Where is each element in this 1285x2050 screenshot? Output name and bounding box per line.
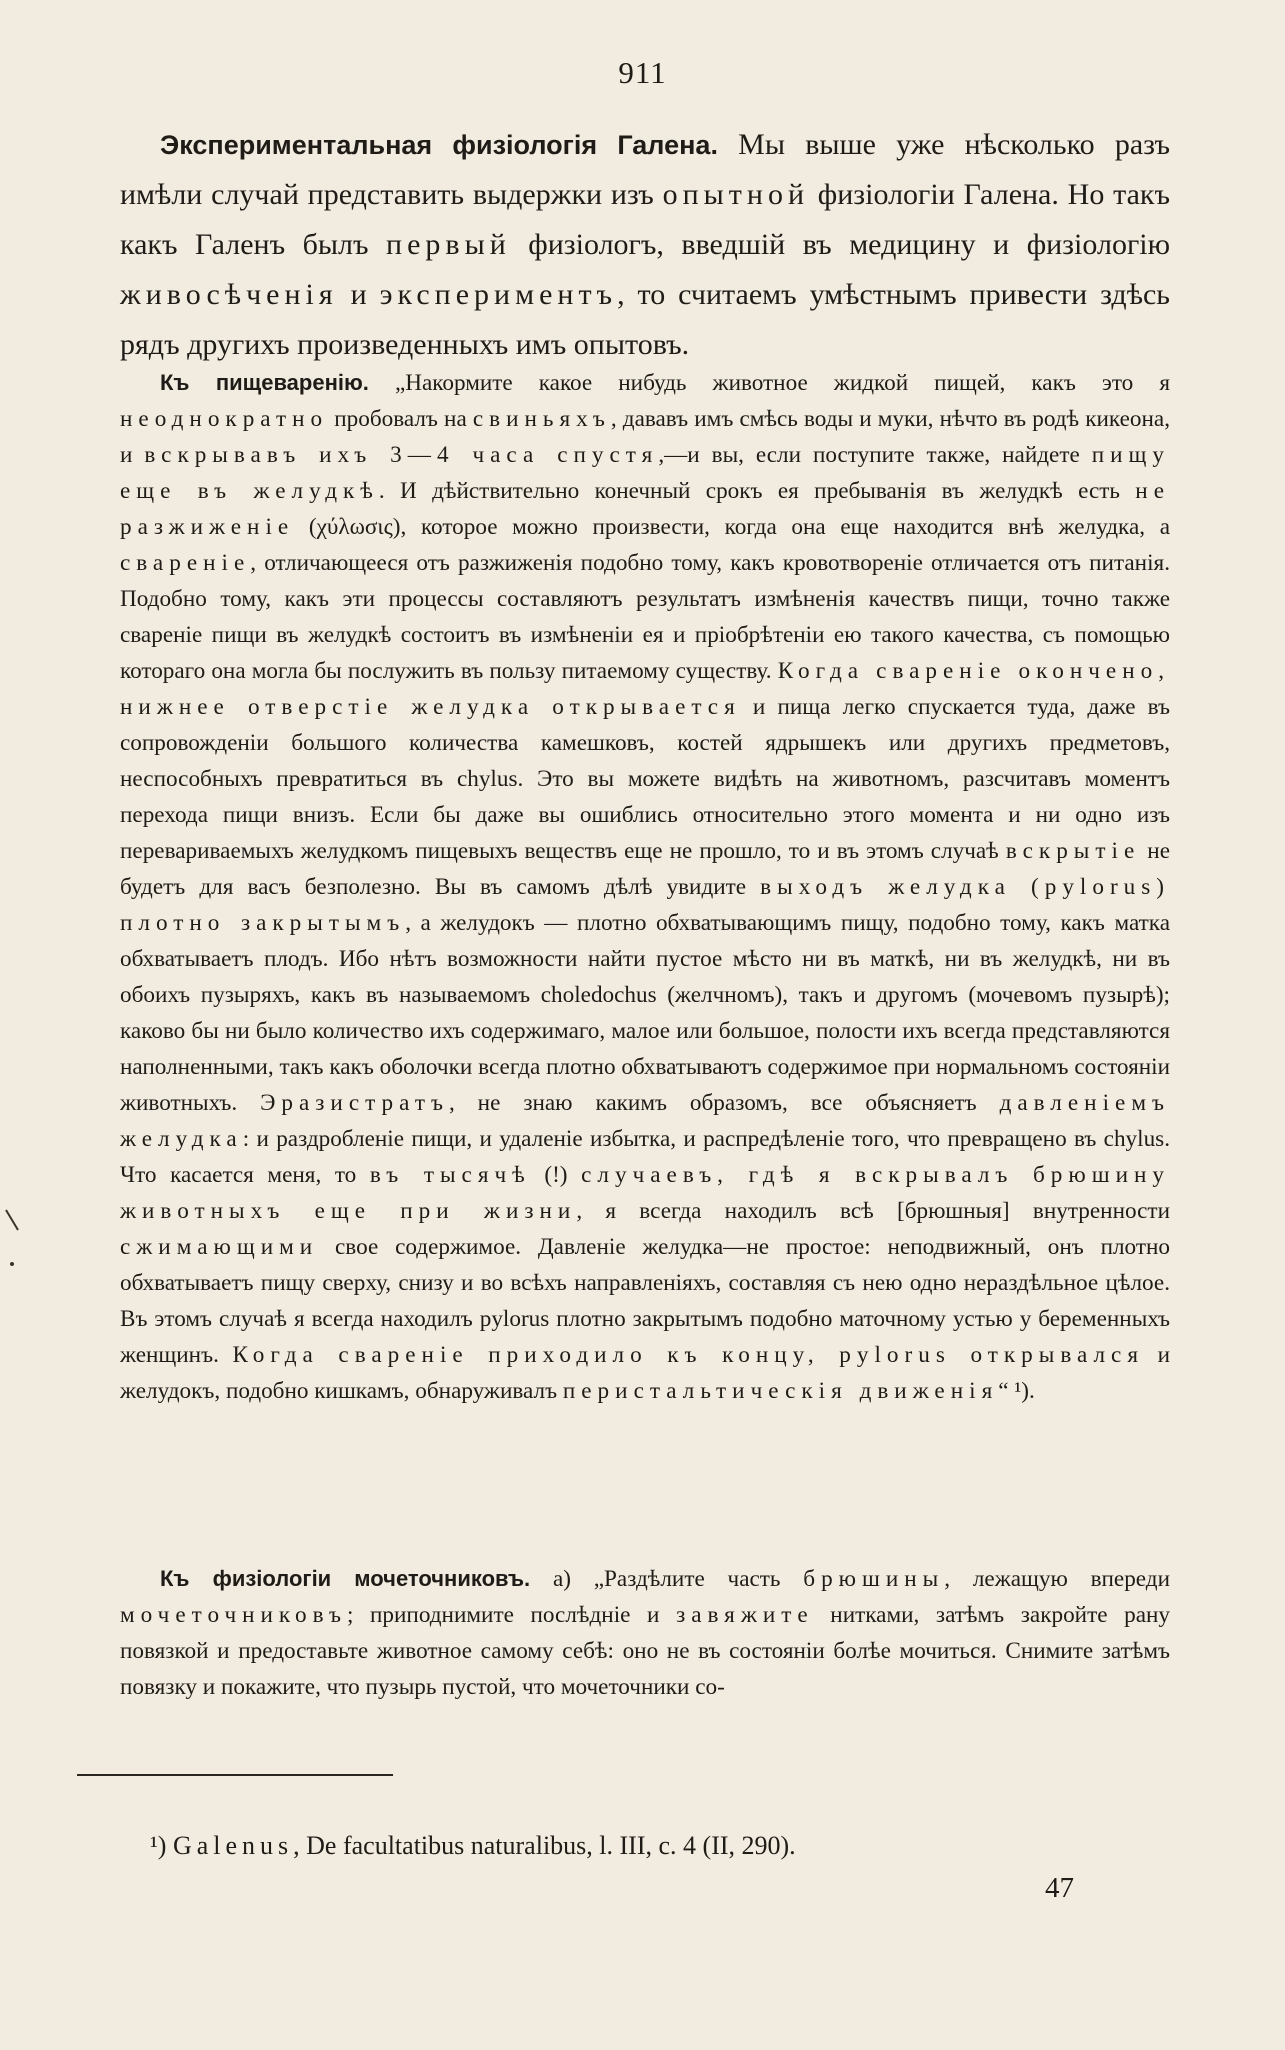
spaced-text: опытной xyxy=(662,178,810,211)
paragraph-text: „Накормите какое нибудь животное жидкой пищей, какъ это я xyxy=(368,370,1170,396)
signature-mark: 47 xyxy=(1045,1872,1074,1904)
spaced-text: неоднократно xyxy=(120,406,329,432)
spaced-text: экспериментъ xyxy=(379,278,618,311)
footnote-author: Galenus xyxy=(172,1831,294,1860)
spaced-text: живосѣченія xyxy=(120,278,338,311)
intro-text: и xyxy=(337,278,380,311)
spaced-text: Когда свареніе приходило къ концу, pylorus открывался xyxy=(232,1342,1144,1368)
paragraph-text: и желудокъ, подобно кишкамъ, обнаруживалъ xyxy=(120,1342,1170,1404)
paragraph-text: “ ¹). xyxy=(998,1378,1035,1404)
spaced-text: сжимающими xyxy=(120,1234,319,1260)
footnote-rule xyxy=(77,1774,393,1776)
footnote-text: , De facultatibus naturalibus, l. III, c. 4 (II, 290). xyxy=(293,1831,796,1860)
digestion-paragraph xyxy=(120,365,1170,1409)
section-heading-digestion: Къ пищеваренію. xyxy=(160,370,369,395)
paragraph-text: нитками, затѣмъ закройте рану повязкой и предоставьте животное самому себѣ: оно не въ состояніи болѣе мочиться. Снимите затѣмъ повязку и покажите, что пузырь пустой, что мочеточники со- xyxy=(120,1602,1170,1700)
spaced-text: случаевъ, гдѣ я вскрывалъ брюшину животныхъ еще при жизни xyxy=(120,1162,1170,1224)
paragraph-text: , дававъ имъ смѣсь воды и муки, нѣчто въ родѣ кикеона, и xyxy=(120,406,1170,468)
margin-pencil-mark xyxy=(2,1208,24,1232)
paragraph-text: и пища легко спускается туда, даже въ сопровожденіи большого количества камешковъ, костей ядрышекъ или другихъ предметовъ, неспособныхъ превратиться въ chylus. Это вы можете видѣть на животномъ, разсчитавъ моментъ перехода пищи внизъ. Если бы даже вы ошиблись относительно этого момента и ни одно изъ перевариваемыхъ желудкомъ пищевыхъ веществъ еще не прошло, то и въ этомъ случаѣ xyxy=(120,694,1171,864)
intro-paragraph xyxy=(120,120,1170,370)
paragraph-text: не будетъ для васъ безполезно. Вы въ самомъ дѣлѣ увидите xyxy=(120,838,1170,900)
spaced-text: первый xyxy=(386,228,511,261)
intro-text: физіологъ, введшій въ медицину и физіологію xyxy=(510,228,1170,261)
paragraph-text: , а желудокъ — плотно обхватывающимъ пищу, подобно тому, какъ матка обхватываетъ плодъ. Ибо нѣтъ возможности найти пустое мѣсто ни въ маткѣ, ни въ желудкѣ, ни въ обоихъ пузыряхъ, какъ въ называемомъ choledochus (желчномъ), такъ и другомъ (мочевомъ пузырѣ); каково бы ни было количество ихъ содержимаго, малое или большое, полости ихъ всегда представляются наполненными, такъ какъ оболочки всегда плотно обхватываютъ содержимое при нормальномъ состояніи животныхъ. xyxy=(120,910,1170,1116)
paragraph-text: а) „Раздѣлите часть xyxy=(530,1566,804,1592)
paragraph-text: ; приподнимите послѣдніе и xyxy=(346,1602,677,1628)
intro-text: , то считаемъ умѣстнымъ привести здѣсь рядъ другихъ произведенныхъ имъ опытовъ. xyxy=(120,278,1170,361)
paragraph-text: , не знаю какимъ образомъ, все объясняетъ xyxy=(448,1090,1000,1116)
section-heading-ureters: Къ физіологіи мочеточниковъ. xyxy=(160,1566,531,1591)
paragraph-text: ,—и вы, если поступите также, найдете xyxy=(658,442,1092,468)
intro-text: физіологіи Галена. Но такъ какъ Галенъ былъ xyxy=(120,178,1171,261)
spaced-text: перистальтическія движенія xyxy=(562,1378,999,1404)
paragraph-text: свое содержимое. Давленіе желудка—не простое: неподвижный, онъ плотно обхватываетъ пищу сверху, снизу и во всѣхъ направленіяхъ, составляя съ нею одно нераздѣльное цѣлое. Въ этомъ случаѣ я всегда находилъ pylorus плотно закрытымъ подобно маточному устью у беременныхъ женщинъ. xyxy=(120,1234,1170,1368)
spaced-text: пищу еще въ желудкѣ xyxy=(120,442,1170,504)
footnote xyxy=(150,1828,1050,1864)
paragraph-text: (!) xyxy=(530,1162,582,1188)
spaced-text: Эразистратъ xyxy=(260,1090,449,1116)
spaced-text: не разжиженіе xyxy=(120,478,1170,540)
section-heading-experimental-physiology: Экспериментальная физіологія Галена. xyxy=(160,130,718,160)
spaced-text: Когда свареніе окончено, нижнее отверстіе желудка открывается xyxy=(120,658,1170,720)
spaced-text: мочеточниковъ xyxy=(120,1602,347,1628)
intro-text: Мы выше уже нѣсколько разъ имѣли случай представить выдержки изъ xyxy=(120,128,1170,211)
paragraph-text: : и раздробленіе пищи, и удаленіе избытка, и распредѣленіе того, что превращено въ chylus. Что касается меня, то xyxy=(120,1126,1170,1188)
paragraph-text: . И дѣйствительно конечный срокъ ея пребыванія въ желудкѣ есть xyxy=(378,478,1136,504)
paragraph-text: , я всегда находилъ всѣ [брюшныя] внутренности xyxy=(576,1198,1170,1224)
spaced-text: свиньяхъ xyxy=(472,406,611,432)
paragraph-text: , лежащую впереди xyxy=(944,1566,1170,1592)
spaced-text: завяжите xyxy=(676,1602,814,1628)
paragraph-text: (χύλωσις), которое можно произвести, когда она еще находится внѣ желудка, а xyxy=(294,514,1170,540)
footnote-mark: ¹) xyxy=(150,1831,173,1860)
spaced-text: въ тысячѣ xyxy=(369,1162,531,1188)
page-number: 911 xyxy=(618,55,667,90)
spaced-text: брюшины xyxy=(803,1566,945,1592)
paragraph-text: , отличающееся отъ разжиженія подобно тому, какъ кровотвореніе отличается отъ питанія. Подобно тому, какъ эти процессы составляютъ результатъ измѣненія качествъ пищи, точно также свареніе пищи въ желудкѣ состоитъ въ измѣненіи ея и пріобрѣтеніи ею такого качества, съ помощью котораго она могла бы послужить въ пользу питаемому существу. xyxy=(120,550,1170,684)
spaced-text: выходъ желудка (pylorus) плотно закрытымъ xyxy=(120,874,1171,936)
spaced-text: свареніе xyxy=(120,550,251,576)
spaced-text: вскрытіе xyxy=(1005,838,1141,864)
spaced-text: вскрывавъ ихъ 3—4 часа спустя xyxy=(144,442,659,468)
spaced-text: давленіемъ желудка xyxy=(120,1090,1170,1152)
paragraph-text: пробовалъ на xyxy=(328,406,473,432)
margin-dot xyxy=(10,1262,14,1266)
ureter-paragraph xyxy=(120,1561,1170,1705)
